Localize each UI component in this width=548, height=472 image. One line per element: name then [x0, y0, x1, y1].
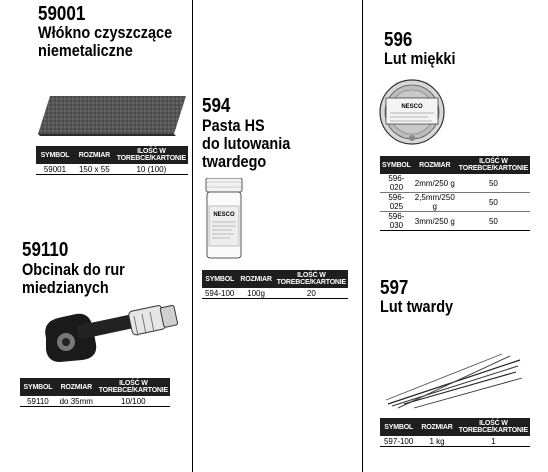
cell-qty: 1	[457, 436, 530, 447]
cell-symbol: 59001	[36, 164, 74, 175]
header-symbol: SYMBOL	[202, 270, 237, 288]
cell-size: 1 kg	[417, 436, 456, 447]
header-size: ROZMIAR	[56, 378, 97, 396]
header-size: ROZMIAR	[74, 146, 115, 164]
cleaning-pad-image	[36, 94, 186, 136]
product-code-597: 597	[380, 277, 409, 299]
column-divider-left	[192, 0, 193, 472]
header-symbol: SYMBOL	[36, 146, 74, 164]
product-name-597: Lut twardy	[380, 297, 454, 316]
spool-brand-label: NESCO	[401, 104, 423, 110]
spec-table-597	[380, 418, 530, 447]
table-row	[202, 288, 348, 299]
cell-qty: 50	[457, 193, 530, 212]
cell-size: do 35mm	[56, 396, 97, 407]
cell-size: 100g	[237, 288, 274, 299]
header-qty: ILOŚĆ W TOREBCE/KARTONIE	[458, 420, 529, 434]
header-size: ROZMIAR	[413, 156, 457, 174]
product-code-594: 594	[202, 95, 231, 117]
cell-qty: 50	[457, 174, 530, 193]
header-qty: ILOŚĆ W TOREBCE/KARTONIE	[276, 272, 347, 286]
table-row	[380, 212, 530, 231]
table-row	[380, 174, 530, 193]
cell-symbol: 594-100	[202, 288, 237, 299]
cell-qty: 10 (100)	[115, 164, 188, 175]
product-name-59110-line2: miedzianych	[22, 278, 109, 297]
header-symbol: SYMBOL	[380, 156, 413, 174]
cell-qty: 20	[275, 288, 348, 299]
header-size: ROZMIAR	[417, 418, 456, 436]
cell-size: 150 x 55	[74, 164, 115, 175]
cell-size: 2,5mm/250 g	[414, 193, 455, 211]
cell-symbol: 59110	[20, 396, 56, 407]
spec-table-594	[202, 270, 348, 299]
jar-brand-label: NESCO	[213, 212, 235, 218]
product-name-59001-line2: niemetaliczne	[38, 41, 133, 60]
cell-qty: 10/100	[97, 396, 170, 407]
brazing-rods-image	[384, 352, 524, 410]
product-name-594-line3: twardego	[202, 152, 267, 171]
paste-jar-image	[204, 178, 244, 260]
spec-table-59110	[20, 378, 170, 407]
header-qty: ILOŚĆ W TOREBCE/KARTONIE	[98, 380, 169, 394]
product-code-596: 596	[384, 29, 413, 51]
product-name-596: Lut miękki	[384, 49, 456, 68]
product-code-59001: 59001	[38, 3, 86, 25]
product-code-59110: 59110	[22, 239, 69, 261]
table-row	[380, 436, 530, 447]
spec-table-596	[380, 156, 530, 231]
header-qty: ILOŚĆ W TOREBCE/KARTONIE	[116, 148, 187, 162]
solder-spool-image	[378, 76, 446, 146]
header-symbol: SYMBOL	[20, 378, 56, 396]
column-divider-right	[362, 0, 363, 472]
product-name-594-line2: do lutowania	[202, 134, 291, 153]
table-row	[36, 164, 188, 175]
cell-symbol: 596-020	[380, 174, 413, 193]
cell-symbol: 596-030	[380, 212, 413, 231]
header-size: ROZMIAR	[237, 270, 274, 288]
cell-size: 3mm/250 g	[413, 212, 457, 231]
product-name-59001-line1: Włókno czyszczące	[38, 23, 173, 42]
table-row	[20, 396, 170, 407]
header-symbol: SYMBOL	[380, 418, 417, 436]
cell-qty: 50	[457, 212, 530, 231]
cell-symbol: 596-025	[380, 193, 413, 212]
table-row	[380, 193, 530, 212]
cell-symbol: 597-100	[380, 436, 417, 447]
product-name-59110-line1: Obcinak do rur	[22, 260, 125, 279]
header-qty: ILOŚĆ W TOREBCE/KARTONIE	[458, 158, 529, 172]
product-name-594-line1: Pasta HS	[202, 116, 265, 135]
spec-table-59001	[36, 146, 188, 175]
cell-size: 2mm/250 g	[413, 174, 457, 193]
pipe-cutter-image	[36, 300, 180, 370]
